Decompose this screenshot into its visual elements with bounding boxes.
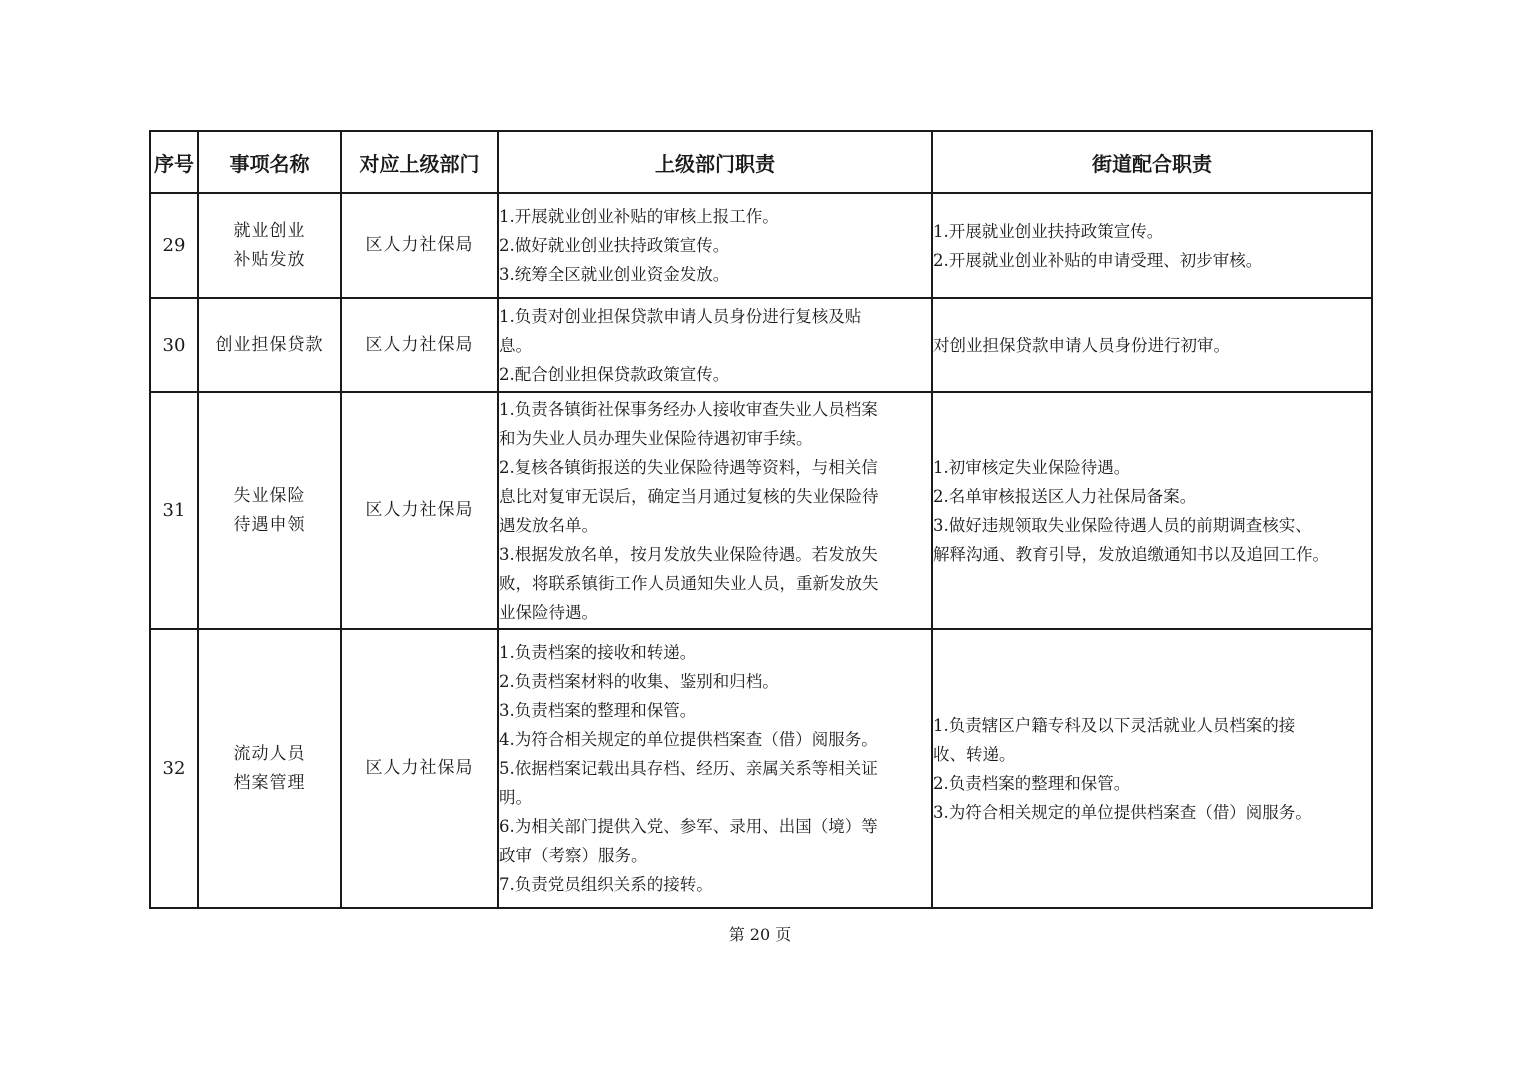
street-duty-line: 收、转递。 xyxy=(933,744,1016,764)
item-name-line: 创业担保贷款 xyxy=(215,334,324,355)
upper-duty xyxy=(498,193,932,298)
header-row xyxy=(150,131,1372,193)
header-no: 序号 xyxy=(150,131,198,193)
street-duty xyxy=(932,392,1372,629)
upper-duty-line: 5.依据档案记载出具存档、经历、亲属关系等相关证 xyxy=(499,759,878,778)
street-duty-line: 1.初审核定失业保险待遇。 xyxy=(933,457,1131,477)
item-name-line: 待遇申领 xyxy=(233,514,306,535)
upper-duty-line: 3.根据发放名单，按月发放失业保险待遇。若发放失 xyxy=(499,544,878,564)
upper-duty-line: 业保险待遇。 xyxy=(499,602,598,622)
street-duty-line: 2.负责档案的整理和保管。 xyxy=(933,773,1131,793)
street-duty-line: 1.负责辖区户籍专科及以下灵活就业人员档案的接 xyxy=(933,715,1296,735)
upper-duty xyxy=(498,392,932,629)
upper-duty-line: 1.负责对创业担保贷款申请人员身份进行复核及贴 xyxy=(499,306,862,326)
upper-duty-line: 1.开展就业创业补贴的审核上报工作。 xyxy=(499,207,779,226)
table-row xyxy=(150,193,1372,298)
street-duty-line: 解释沟通、教育引导，发放追缴通知书以及追回工作。 xyxy=(933,544,1329,564)
item-name xyxy=(198,298,341,392)
upper-duty-line: 3.负责档案的整理和保管。 xyxy=(499,701,697,720)
street-duty xyxy=(932,298,1372,392)
table-row xyxy=(150,392,1372,629)
item-name xyxy=(198,629,341,908)
item-name-line: 失业保险 xyxy=(233,485,306,506)
upper-duty-line: 6.为相关部门提供入党、参军、录用、出国（境）等 xyxy=(499,817,878,836)
street-duty-line: 3.做好违规领取失业保险待遇人员的前期调查核实、 xyxy=(933,515,1312,535)
street-duty-line: 对创业担保贷款申请人员身份进行初审。 xyxy=(933,335,1230,355)
item-name-line: 就业创业 xyxy=(233,220,306,241)
upper-duty-line: 遇发放名单。 xyxy=(499,515,598,535)
upper-duty-line: 息比对复审无误后，确定当月通过复核的失业保险待 xyxy=(499,486,879,506)
upper-duty xyxy=(498,629,932,908)
header-upper-dept: 对应上级部门 xyxy=(341,131,498,193)
item-name xyxy=(198,392,341,629)
upper-duty-line: 和为失业人员办理失业保险待遇初审手续。 xyxy=(499,428,813,448)
upper-duty-line: 3.统筹全区就业创业资金发放。 xyxy=(499,265,730,284)
row-number: 31 xyxy=(150,392,198,629)
item-name-line: 档案管理 xyxy=(233,772,306,793)
upper-dept: 区人力社保局 xyxy=(341,629,498,908)
street-duty-line: 3.为符合相关规定的单位提供档案查（借）阅服务。 xyxy=(933,802,1312,822)
item-name-line: 补贴发放 xyxy=(233,249,306,270)
page-number: 第 20 页 xyxy=(728,925,792,944)
street-duty-line: 1.开展就业创业扶持政策宣传。 xyxy=(933,221,1164,241)
upper-duty-line: 7.负责党员组织关系的接转。 xyxy=(499,875,713,894)
street-duty xyxy=(932,629,1372,908)
upper-duty-line: 息。 xyxy=(499,335,532,355)
upper-duty-line: 明。 xyxy=(499,788,532,807)
upper-duty-line: 2.配合创业担保贷款政策宣传。 xyxy=(499,364,730,384)
header-item-name: 事项名称 xyxy=(198,131,341,193)
street-duty xyxy=(932,193,1372,298)
table-row xyxy=(150,629,1372,908)
upper-duty-line: 2.复核各镇街报送的失业保险待遇等资料，与相关信 xyxy=(499,457,878,477)
upper-duty-line: 1.负责档案的接收和转递。 xyxy=(499,643,697,662)
upper-duty-line: 2.负责档案材料的收集、鉴别和归档。 xyxy=(499,672,779,691)
upper-dept: 区人力社保局 xyxy=(341,298,498,392)
item-name-line: 流动人员 xyxy=(233,743,306,764)
upper-duty xyxy=(498,298,932,392)
upper-dept: 区人力社保局 xyxy=(341,193,498,298)
header-upper-duty: 上级部门职责 xyxy=(498,131,932,193)
table-row xyxy=(150,298,1372,392)
upper-duty-line: 败，将联系镇街工作人员通知失业人员，重新发放失 xyxy=(499,573,879,593)
upper-dept: 区人力社保局 xyxy=(341,392,498,629)
responsibility-table xyxy=(149,130,1373,909)
row-number: 29 xyxy=(150,193,198,298)
header-street-duty: 街道配合职责 xyxy=(932,131,1372,193)
street-duty-line: 2.名单审核报送区人力社保局备案。 xyxy=(933,486,1197,506)
upper-duty-line: 4.为符合相关规定的单位提供档案查（借）阅服务。 xyxy=(499,730,878,749)
row-number: 30 xyxy=(150,298,198,392)
item-name xyxy=(198,193,341,298)
upper-duty-line: 2.做好就业创业扶持政策宣传。 xyxy=(499,236,730,255)
street-duty-line: 2.开展就业创业补贴的申请受理、初步审核。 xyxy=(933,250,1263,270)
upper-duty-line: 1.负责各镇街社保事务经办人接收审查失业人员档案 xyxy=(499,399,878,419)
upper-duty-line: 政审（考察）服务。 xyxy=(499,846,648,865)
row-number: 32 xyxy=(150,629,198,908)
